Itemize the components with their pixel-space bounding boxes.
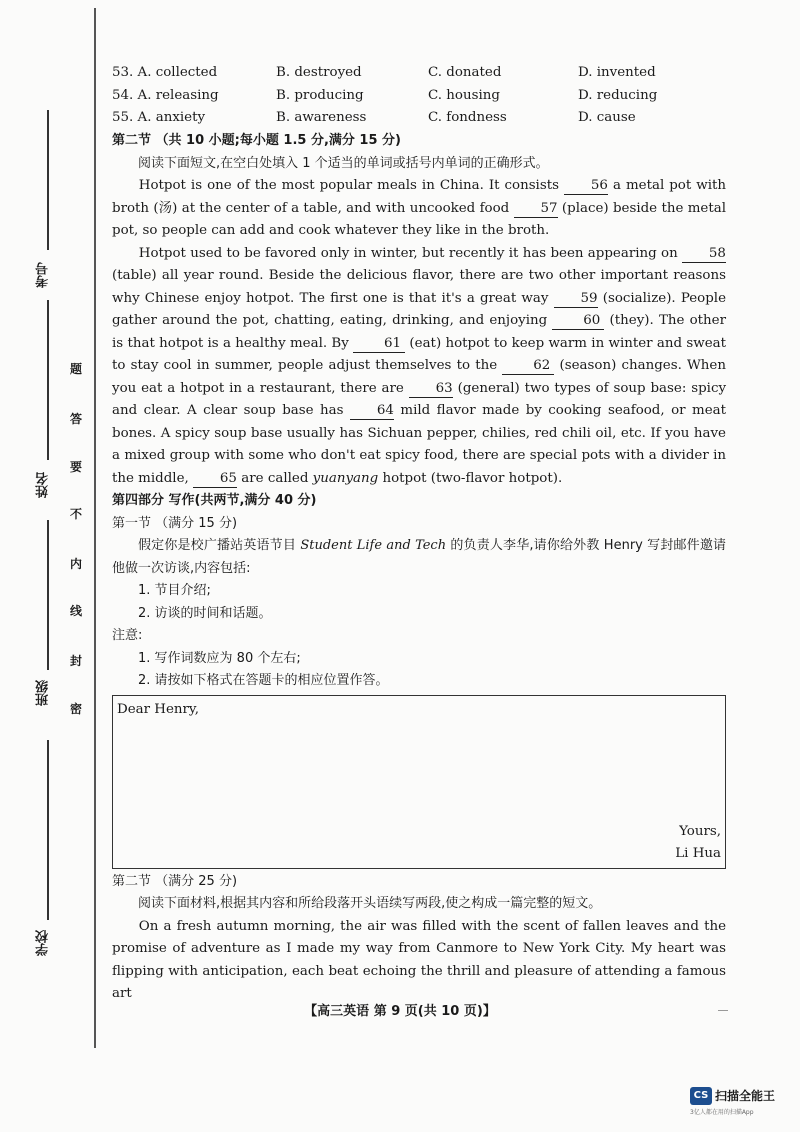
passage-paragraph-2 xyxy=(112,243,726,491)
camscanner-logo-icon: CS xyxy=(690,1087,712,1105)
blank-64: 64 xyxy=(350,402,394,420)
passage-text: (general) two types of soup base: spicy and clear. A clear soup base has xyxy=(112,380,727,419)
letter-signature: Li Hua xyxy=(675,846,721,862)
brand-name: 扫描全能王 xyxy=(715,1089,776,1103)
school-line xyxy=(47,740,49,920)
seal-warning-char: 线 xyxy=(69,604,82,618)
seal-warning-char: 要 xyxy=(69,460,82,474)
blank-65: 65 xyxy=(193,470,237,488)
option-b: B. destroyed xyxy=(276,65,362,80)
passage-text: (season) changes. When you eat a hotpot in a restaurant, there are xyxy=(112,358,726,396)
section-heading: 第二节 （共 10 小题;每小题 1.5 分,满分 15 分) xyxy=(112,133,401,149)
blank-59: 59 xyxy=(554,290,598,308)
option-c: C. donated xyxy=(428,65,502,80)
seal-warning-char: 答 xyxy=(69,412,82,426)
class-label: 班级 xyxy=(36,680,51,706)
passage-text: (place) beside the metal pot, so people can add and cook whatever they like in the broth. xyxy=(112,200,726,239)
option-a: 53. A. collected xyxy=(112,65,218,80)
option-b: B. awareness xyxy=(276,110,367,126)
seal-warning-char: 不 xyxy=(69,507,82,521)
passage-text: mild flavor made by cooking seafood, or meat bones. A spicy soup base usually has Sichuan pepper, chilies, red chili oil, etc. If you have a mixed group with some who don't eat spicy food, there are special pots with a divider in the middle, xyxy=(112,403,726,486)
options-row xyxy=(112,85,726,108)
task-point: 1. 节目介绍; xyxy=(138,583,211,599)
option-a: 54. A. releasing xyxy=(112,87,219,103)
section-instruction: 阅读下面短文,在空白处填入 1 个适当的单词或括号内单词的正确形式。 xyxy=(138,155,549,171)
option-c: C. fondness xyxy=(428,110,507,126)
sec1-heading: 第一节 （满分 15 分) xyxy=(112,515,238,531)
option-d: D. cause xyxy=(578,110,636,126)
page-footer: 【高三英语 第 9 页(共 10 页)】 xyxy=(304,1004,496,1019)
seal-warning-char: 内 xyxy=(69,557,82,571)
option-d: D. invented xyxy=(578,65,656,80)
school-label: 学校 xyxy=(36,930,51,956)
name-line xyxy=(47,300,49,460)
option-a: 55. A. anxiety xyxy=(112,110,206,126)
blank-62: 62 xyxy=(502,357,554,375)
passage-italic-term: yuanyang xyxy=(312,470,379,486)
letter-closing-line: Yours, xyxy=(679,823,721,839)
passage-text: (they). The other is that hotpot is a healthy meal. By xyxy=(112,313,727,351)
footer-dash xyxy=(718,1010,728,1011)
blank-63: 63 xyxy=(409,380,453,398)
passage-text: hotpot (two-flavor hotpot). xyxy=(378,470,563,486)
notes-label: 注意: xyxy=(112,628,143,644)
note-item: 1. 写作词数应为 80 个左右; xyxy=(138,650,301,666)
blank-56: 56 xyxy=(564,177,608,195)
passage-text: (socialize). People gather around the pot, chatting, eating, drinking, and enjoying xyxy=(112,290,727,329)
part4-heading: 第四部分 写作(共两节,满分 40 分) xyxy=(112,493,317,509)
letter-closing xyxy=(675,821,721,866)
exam-number-label: 考号 xyxy=(36,262,51,288)
brand-tagline: 3亿人都在用的扫描App xyxy=(690,1108,754,1116)
exam-number-line xyxy=(47,110,49,250)
option-d: D. reducing xyxy=(578,87,658,103)
options-row xyxy=(112,107,726,130)
blank-61: 61 xyxy=(353,335,405,353)
blank-57: 57 xyxy=(514,200,558,218)
class-line xyxy=(47,520,49,670)
blank-58: 58 xyxy=(682,245,726,263)
writing-task xyxy=(112,535,726,580)
passage-text: Hotpot used to be favored only in winter, but recently it has been appearing on xyxy=(138,245,682,261)
passage-text: a metal pot with broth (汤) at the center of a table, and with uncooked food xyxy=(112,178,727,216)
blank-60: 60 xyxy=(552,312,604,330)
options-row xyxy=(112,62,726,85)
story-paragraph: On a fresh autumn morning, the air was filled with the scent of fallen leaves and the promise of adventure as I made my way from Canmore to New York City. My heart was flipping with anticipation, each beat echoing the thrill and pleasure of attending a famous art xyxy=(112,918,726,1002)
option-b: B. producing xyxy=(276,87,364,103)
passage-text: (eat) hotpot to keep warm in winter and sweat to stay cool in summer, people adjust themselves to the xyxy=(112,335,726,374)
task-point: 2. 访谈的时间和话题。 xyxy=(138,605,272,621)
name-label: 姓名 xyxy=(36,472,51,498)
passage-text: (table) all year round. Beside the delicious flavor, there are two other important reasons why Chinese enjoy hotpot. The first one is that it's a great way xyxy=(112,268,726,306)
task-text: 假定你是校广播站英语节目 xyxy=(138,538,301,554)
binding-line xyxy=(94,8,96,1048)
sec2-instruction: 阅读下面材料,根据其内容和所给段落开头语续写两段,使之构成一篇完整的短文。 xyxy=(138,896,602,912)
seal-warning-char: 密 xyxy=(69,702,82,716)
note-item: 2. 请按如下格式在答题卡的相应位置作答。 xyxy=(138,673,389,689)
letter-greeting: Dear Henry, xyxy=(117,701,199,717)
sec2-heading: 第二节 （满分 25 分) xyxy=(112,873,238,889)
passage-text: Hotpot is one of the most popular meals in China. It consists xyxy=(138,178,564,194)
program-name: Student Life and Tech xyxy=(300,538,447,554)
letter-format-box xyxy=(112,695,726,869)
seal-warning-char: 封 xyxy=(69,654,82,668)
passage-paragraph-1 xyxy=(112,175,726,243)
seal-warning-char: 题 xyxy=(69,362,82,376)
option-c: C. housing xyxy=(428,87,500,103)
exam-page xyxy=(112,62,726,1006)
passage-text: are called xyxy=(237,470,313,486)
task-text: 的负责人李华,请你给外教 Henry 写封邮件邀请他做一次访谈,内容包括: xyxy=(112,538,726,576)
scanner-watermark xyxy=(690,1085,775,1116)
